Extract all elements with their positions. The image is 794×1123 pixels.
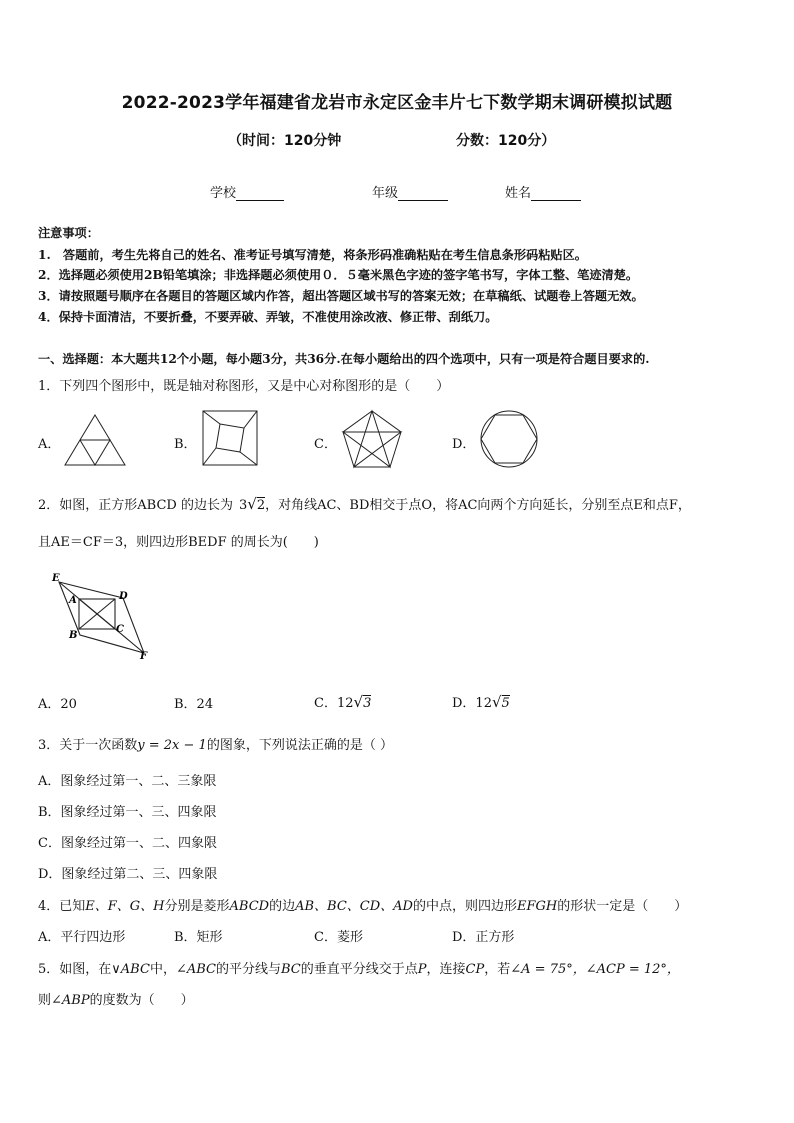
q2-option-c: C．12√3 bbox=[314, 693, 372, 711]
q2-label-d: D bbox=[119, 591, 128, 602]
q2-text-post: ，对角线AC、BD相交于点O，将AC向两个方向延长，分别至点E和点F， bbox=[265, 498, 691, 513]
section-heading: 一、选择题：本大题共12个小题，每小题3分，共36分.在每小题给出的四个选项中，只有一项是符合题目要求的. bbox=[38, 352, 650, 366]
q2-option-d-coef: D．12 bbox=[452, 696, 492, 711]
q4-rhombus-name: ABCD bbox=[229, 899, 270, 914]
name-field bbox=[505, 182, 581, 201]
q2-label-e: E bbox=[52, 573, 60, 584]
q5-triangle: ∨ABC bbox=[111, 962, 150, 977]
grade-label: 年级 bbox=[372, 186, 399, 201]
q5-text-mid3: 的垂直平分线交于点 bbox=[300, 962, 418, 977]
q4-option-c: C．菱形 bbox=[314, 930, 363, 945]
q4-option-d: D．正方形 bbox=[452, 930, 515, 945]
q5-line2-post: 的度数为（ ） bbox=[89, 993, 194, 1008]
question-4-text bbox=[38, 895, 687, 914]
q3-option-b: B．图象经过第一、三、四象限 bbox=[38, 805, 217, 820]
q1-figure-c-pentagon-star bbox=[340, 408, 404, 470]
q4-text-pre: 4．已知 bbox=[38, 899, 86, 914]
q2-radicand: 2 bbox=[256, 498, 266, 513]
q5-angle-abp: ∠ABP bbox=[51, 993, 90, 1008]
q4-text-post: 的形状一定是（ ） bbox=[557, 899, 688, 914]
q1-option-a-label: A． bbox=[38, 437, 61, 452]
grade-blank bbox=[398, 186, 448, 201]
school-blank bbox=[236, 186, 284, 201]
name-label: 姓名 bbox=[505, 186, 532, 201]
q4-text-mid3: 的中点，则四边形 bbox=[412, 899, 517, 914]
exam-score: 分数：120分） bbox=[456, 133, 556, 149]
q5-text-mid5: ，若 bbox=[484, 962, 511, 977]
question-5-line2 bbox=[38, 989, 194, 1008]
q3-option-a: A．图象经过第一、二、三象限 bbox=[38, 774, 217, 789]
q4-points: E、F、G、H bbox=[85, 899, 165, 914]
q5-text-mid1: 中， bbox=[149, 962, 176, 977]
q2-label-f: F bbox=[140, 651, 148, 662]
q3-text-post: 的图象，下列说法正确的是（ ） bbox=[206, 738, 393, 753]
grade-field bbox=[372, 182, 448, 201]
q5-line2-pre: 则 bbox=[38, 993, 52, 1008]
q4-option-b: B．矩形 bbox=[174, 930, 223, 945]
q3-text-pre: 3．关于一次函数 bbox=[38, 738, 138, 753]
q4-quad-name: EFGH bbox=[517, 899, 558, 914]
note-item: 4．保持卡面清洁，不要折叠，不要弄破、弄皱，不准使用涂改液、修正带、刮纸刀。 bbox=[38, 310, 498, 324]
question-5-line1 bbox=[38, 958, 680, 977]
q5-text-pre: 5．如图，在 bbox=[38, 962, 112, 977]
question-1-text: 1．下列四个图形中，既是轴对称图形，又是中心对称图形的是（ ） bbox=[38, 379, 450, 394]
q5-text-mid2: 的平分线与 bbox=[215, 962, 281, 977]
q1-figure-d-circle-hexagon bbox=[478, 408, 540, 470]
q3-option-c: C．图象经过第一、二、四象限 bbox=[38, 836, 217, 851]
q4-text-mid2: 的边 bbox=[269, 899, 296, 914]
q1-figure-a-triangle bbox=[62, 412, 128, 468]
q1-figure-b-square-pinwheel bbox=[200, 408, 260, 468]
note-item: 3．请按照题号顺序在各题目的答题区域内作答，超出答题区域书写的答案无效；在草稿纸、试题卷上答题无效。 bbox=[38, 289, 644, 303]
question-2-line2: 且AE＝CF＝3，则四边形BEDF 的周长为( ) bbox=[38, 535, 319, 550]
q5-point-p: P bbox=[417, 962, 427, 977]
name-blank bbox=[531, 186, 581, 201]
notes-heading: 注意事项： bbox=[38, 226, 99, 240]
q5-conditions: ∠A = 75°，∠ACP = 12°， bbox=[510, 962, 680, 977]
q2-label-a: A bbox=[69, 595, 77, 606]
q3-option-d: D．图象经过第二、三、四象限 bbox=[38, 867, 218, 882]
q2-option-d: D．12√5 bbox=[452, 693, 510, 711]
q2-option-a: A．20 bbox=[38, 697, 77, 712]
q1-option-b-label: B． bbox=[174, 437, 197, 452]
note-item: 2．选择题必须使用2B铅笔填涂；非选择题必须使用０．５毫米黑色字迹的签字笔书写，字体工整、笔迹清楚。 bbox=[38, 268, 639, 282]
q1-option-c-label: C． bbox=[314, 437, 337, 452]
q2-label-b: B bbox=[69, 630, 78, 641]
q2-option-c-radicand: 3 bbox=[363, 696, 372, 711]
q3-function: y = 2x − 1 bbox=[137, 738, 207, 753]
question-3-text bbox=[38, 734, 393, 753]
q2-radical-coef: 3 bbox=[238, 498, 248, 513]
q5-angle-abc: ∠ABC bbox=[175, 962, 216, 977]
q1-option-d-label: D． bbox=[452, 437, 476, 452]
note-item: 1. 答题前，考生先将自己的姓名、准考证号填写清楚，将条形码准确粘贴在考生信息条形码粘贴区。 bbox=[38, 248, 587, 262]
q2-figure-square-rhombus bbox=[44, 568, 156, 664]
q4-text-mid1: 分别是菱形 bbox=[164, 899, 230, 914]
q2-label-c: C bbox=[116, 624, 124, 635]
question-2-line1: 2．如图，正方形ABCD 的边长为 3√2，对角线AC、BD相交于点O，将AC向两个方向延长，分别至点E和点F， bbox=[38, 495, 691, 513]
q2-option-d-radicand: 5 bbox=[501, 696, 510, 711]
q5-segment-bc: BC bbox=[281, 962, 301, 977]
q2-option-c-coef: C．12 bbox=[314, 696, 354, 711]
page-title: 2022-2023学年福建省龙岩市永定区金丰片七下数学期末调研模拟试题 bbox=[121, 93, 673, 113]
school-label: 学校 bbox=[210, 186, 237, 201]
q5-text-mid4: ，连接 bbox=[426, 962, 466, 977]
q4-option-a: A．平行四边形 bbox=[38, 930, 126, 945]
q2-option-b: B．24 bbox=[174, 697, 214, 712]
exam-time: （时间：120分钟 bbox=[228, 133, 342, 149]
school-field bbox=[210, 182, 284, 201]
q5-segment-cp: CP bbox=[465, 962, 485, 977]
q2-text-pre: 2．如图，正方形ABCD 的边长为 bbox=[38, 498, 233, 513]
q4-sides: AB、BC、CD、AD bbox=[295, 899, 413, 914]
